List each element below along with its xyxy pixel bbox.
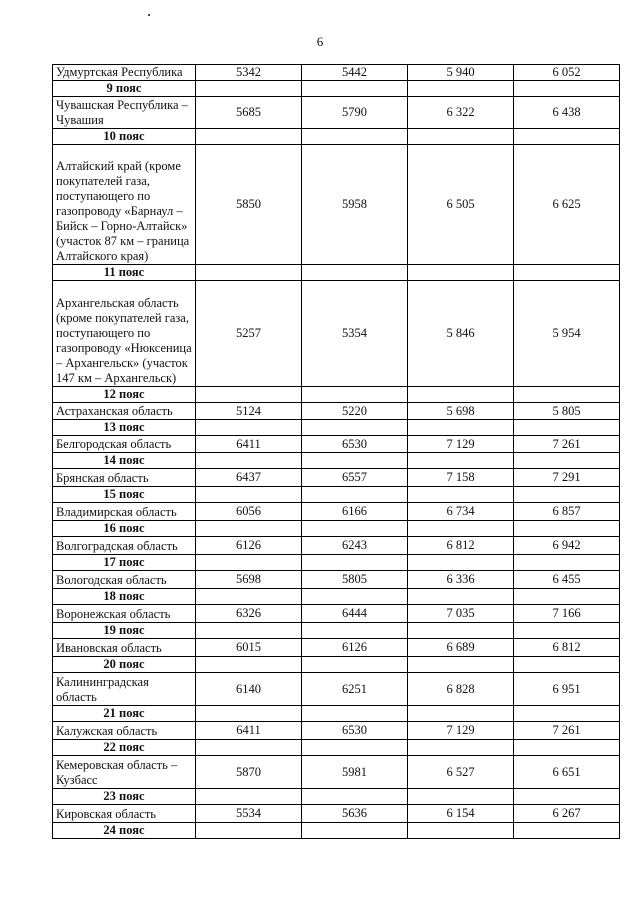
region-row [53, 722, 620, 740]
price-cell-3: 6 154 [408, 805, 514, 823]
region-row [53, 537, 620, 555]
page-number: 6 [316, 34, 324, 49]
price-cell-4: 6 625 [514, 145, 620, 265]
empty-cell [196, 555, 302, 571]
price-cell-1: 6437 [196, 469, 302, 487]
empty-cell [196, 265, 302, 281]
zone-row [53, 81, 620, 97]
region-row [53, 805, 620, 823]
empty-cell [514, 521, 620, 537]
empty-cell [408, 81, 514, 97]
zone-label: 17 пояс [53, 555, 196, 571]
price-cell-4: 6 857 [514, 503, 620, 521]
empty-cell [302, 823, 408, 839]
price-cell-4: 6 812 [514, 639, 620, 657]
zone-row [53, 823, 620, 839]
region-row [53, 436, 620, 453]
price-cell-4: 5 954 [514, 281, 620, 387]
zone-label: 14 пояс [53, 453, 196, 469]
zone-label: 9 пояс [53, 81, 196, 97]
price-cell-3: 5 846 [408, 281, 514, 387]
price-cell-3: 6 336 [408, 571, 514, 589]
price-cell-1: 5850 [196, 145, 302, 265]
zone-label: 16 пояс [53, 521, 196, 537]
price-cell-1: 5534 [196, 805, 302, 823]
price-cell-2: 5636 [302, 805, 408, 823]
empty-cell [408, 823, 514, 839]
zone-row [53, 521, 620, 537]
empty-cell [302, 420, 408, 436]
empty-cell [408, 789, 514, 805]
zone-row [53, 420, 620, 436]
empty-cell [196, 521, 302, 537]
price-cell-1: 6015 [196, 639, 302, 657]
zone-label: 12 пояс [53, 387, 196, 403]
scan-speck [148, 14, 150, 16]
price-cell-4: 6 267 [514, 805, 620, 823]
zone-row [53, 555, 620, 571]
zone-row [53, 706, 620, 722]
region-row [53, 503, 620, 521]
price-cell-4: 7 261 [514, 722, 620, 740]
empty-cell [514, 387, 620, 403]
zone-label: 24 пояс [53, 823, 196, 839]
empty-cell [514, 487, 620, 503]
empty-cell [408, 623, 514, 639]
empty-cell [514, 789, 620, 805]
empty-cell [196, 420, 302, 436]
price-cell-4: 7 291 [514, 469, 620, 487]
zone-label: 23 пояс [53, 789, 196, 805]
price-cell-1: 5685 [196, 97, 302, 129]
zone-label: 22 пояс [53, 740, 196, 756]
price-cell-3: 6 734 [408, 503, 514, 521]
empty-cell [302, 453, 408, 469]
empty-cell [196, 129, 302, 145]
empty-cell [408, 387, 514, 403]
zone-row [53, 789, 620, 805]
region-row [53, 469, 620, 487]
region-name: Брянская область [53, 469, 196, 487]
empty-cell [196, 453, 302, 469]
price-cell-3: 7 035 [408, 605, 514, 623]
empty-cell [302, 129, 408, 145]
zone-row [53, 387, 620, 403]
zone-label: 13 пояс [53, 420, 196, 436]
zone-label: 18 пояс [53, 589, 196, 605]
region-name: Калужская область [53, 722, 196, 740]
region-row [53, 571, 620, 589]
empty-cell [196, 81, 302, 97]
empty-cell [408, 657, 514, 673]
empty-cell [196, 657, 302, 673]
zone-row [53, 265, 620, 281]
region-name: Воронежская область [53, 605, 196, 623]
price-cell-2: 5805 [302, 571, 408, 589]
price-cell-1: 5124 [196, 403, 302, 420]
region-row [53, 605, 620, 623]
price-cell-2: 6444 [302, 605, 408, 623]
region-row [53, 403, 620, 420]
empty-cell [408, 453, 514, 469]
empty-cell [196, 387, 302, 403]
empty-cell [196, 789, 302, 805]
empty-cell [514, 555, 620, 571]
zone-row [53, 657, 620, 673]
empty-cell [196, 706, 302, 722]
empty-cell [196, 740, 302, 756]
price-cell-2: 6166 [302, 503, 408, 521]
region-row [53, 281, 620, 387]
empty-cell [408, 265, 514, 281]
price-cell-3: 6 812 [408, 537, 514, 555]
region-name: Белгородская область [53, 436, 196, 453]
price-cell-2: 6243 [302, 537, 408, 555]
price-cell-3: 6 828 [408, 673, 514, 706]
region-row [53, 639, 620, 657]
region-name: Ивановская область [53, 639, 196, 657]
price-cell-2: 6126 [302, 639, 408, 657]
price-cell-1: 6056 [196, 503, 302, 521]
empty-cell [408, 420, 514, 436]
empty-cell [302, 589, 408, 605]
empty-cell [302, 387, 408, 403]
price-cell-3: 7 158 [408, 469, 514, 487]
price-cell-1: 6326 [196, 605, 302, 623]
region-name: Чувашская Республика – Чувашия [53, 97, 196, 129]
price-cell-2: 5790 [302, 97, 408, 129]
empty-cell [302, 623, 408, 639]
region-row [53, 145, 620, 265]
region-row [53, 65, 620, 81]
price-cell-4: 5 805 [514, 403, 620, 420]
price-cell-1: 5257 [196, 281, 302, 387]
empty-cell [514, 823, 620, 839]
price-cell-1: 5870 [196, 756, 302, 789]
empty-cell [302, 657, 408, 673]
zone-label: 19 пояс [53, 623, 196, 639]
price-cell-3: 6 527 [408, 756, 514, 789]
price-cell-4: 6 942 [514, 537, 620, 555]
zone-row [53, 623, 620, 639]
price-cell-3: 6 689 [408, 639, 514, 657]
price-cell-3: 6 322 [408, 97, 514, 129]
price-cell-4: 6 651 [514, 756, 620, 789]
price-cell-3: 7 129 [408, 436, 514, 453]
region-name: Архангельская область (кроме покупателей газа, поступающего по газопроводу «Нюксеница – Архангельск» (участок 147 км – Архангельск) [53, 281, 196, 387]
empty-cell [302, 521, 408, 537]
region-row [53, 756, 620, 789]
price-cell-3: 5 940 [408, 65, 514, 81]
zone-row [53, 740, 620, 756]
price-cell-4: 7 166 [514, 605, 620, 623]
empty-cell [514, 453, 620, 469]
empty-cell [514, 740, 620, 756]
price-cell-4: 7 261 [514, 436, 620, 453]
price-cell-1: 6411 [196, 722, 302, 740]
price-cell-2: 6530 [302, 722, 408, 740]
empty-cell [408, 740, 514, 756]
empty-cell [514, 706, 620, 722]
empty-cell [408, 555, 514, 571]
price-cell-2: 6530 [302, 436, 408, 453]
tariff-table-body [53, 65, 620, 839]
empty-cell [514, 81, 620, 97]
region-row [53, 673, 620, 706]
region-name: Кировская область [53, 805, 196, 823]
empty-cell [514, 623, 620, 639]
region-name: Кемеровская область – Кузбасс [53, 756, 196, 789]
price-cell-2: 6251 [302, 673, 408, 706]
price-cell-1: 5698 [196, 571, 302, 589]
zone-row [53, 453, 620, 469]
empty-cell [514, 129, 620, 145]
zone-row [53, 129, 620, 145]
empty-cell [408, 487, 514, 503]
region-name: Астраханская область [53, 403, 196, 420]
empty-cell [408, 589, 514, 605]
zone-row [53, 487, 620, 503]
zone-label: 20 пояс [53, 657, 196, 673]
empty-cell [514, 589, 620, 605]
price-cell-2: 5958 [302, 145, 408, 265]
zone-label: 11 пояс [53, 265, 196, 281]
price-cell-1: 5342 [196, 65, 302, 81]
price-cell-4: 6 052 [514, 65, 620, 81]
empty-cell [302, 265, 408, 281]
empty-cell [196, 823, 302, 839]
price-cell-1: 6140 [196, 673, 302, 706]
region-name: Удмуртская Республика [53, 65, 196, 81]
price-cell-2: 5981 [302, 756, 408, 789]
region-name: Алтайский край (кроме покупателей газа, поступающего по газопроводу «Барнаул – Бийск – Горно-Алтайск» (участок 87 км – граница Алтайского края) [53, 145, 196, 265]
empty-cell [302, 789, 408, 805]
price-cell-3: 6 505 [408, 145, 514, 265]
price-cell-2: 5354 [302, 281, 408, 387]
empty-cell [302, 81, 408, 97]
region-name: Владимирская область [53, 503, 196, 521]
price-cell-3: 7 129 [408, 722, 514, 740]
zone-label: 21 пояс [53, 706, 196, 722]
empty-cell [302, 706, 408, 722]
price-cell-4: 6 951 [514, 673, 620, 706]
price-cell-3: 5 698 [408, 403, 514, 420]
price-cell-1: 6411 [196, 436, 302, 453]
zone-label: 10 пояс [53, 129, 196, 145]
tariff-table [52, 64, 620, 839]
price-cell-4: 6 438 [514, 97, 620, 129]
empty-cell [302, 487, 408, 503]
region-name: Волгоградская область [53, 537, 196, 555]
empty-cell [408, 521, 514, 537]
empty-cell [514, 657, 620, 673]
empty-cell [302, 740, 408, 756]
price-cell-4: 6 455 [514, 571, 620, 589]
price-cell-2: 6557 [302, 469, 408, 487]
empty-cell [408, 706, 514, 722]
empty-cell [196, 589, 302, 605]
region-name: Калининградская область [53, 673, 196, 706]
price-cell-2: 5220 [302, 403, 408, 420]
region-row [53, 97, 620, 129]
empty-cell [408, 129, 514, 145]
price-cell-2: 5442 [302, 65, 408, 81]
empty-cell [196, 487, 302, 503]
zone-label: 15 пояс [53, 487, 196, 503]
empty-cell [302, 555, 408, 571]
empty-cell [196, 623, 302, 639]
empty-cell [514, 420, 620, 436]
zone-row [53, 589, 620, 605]
price-cell-1: 6126 [196, 537, 302, 555]
region-name: Вологодская область [53, 571, 196, 589]
empty-cell [514, 265, 620, 281]
